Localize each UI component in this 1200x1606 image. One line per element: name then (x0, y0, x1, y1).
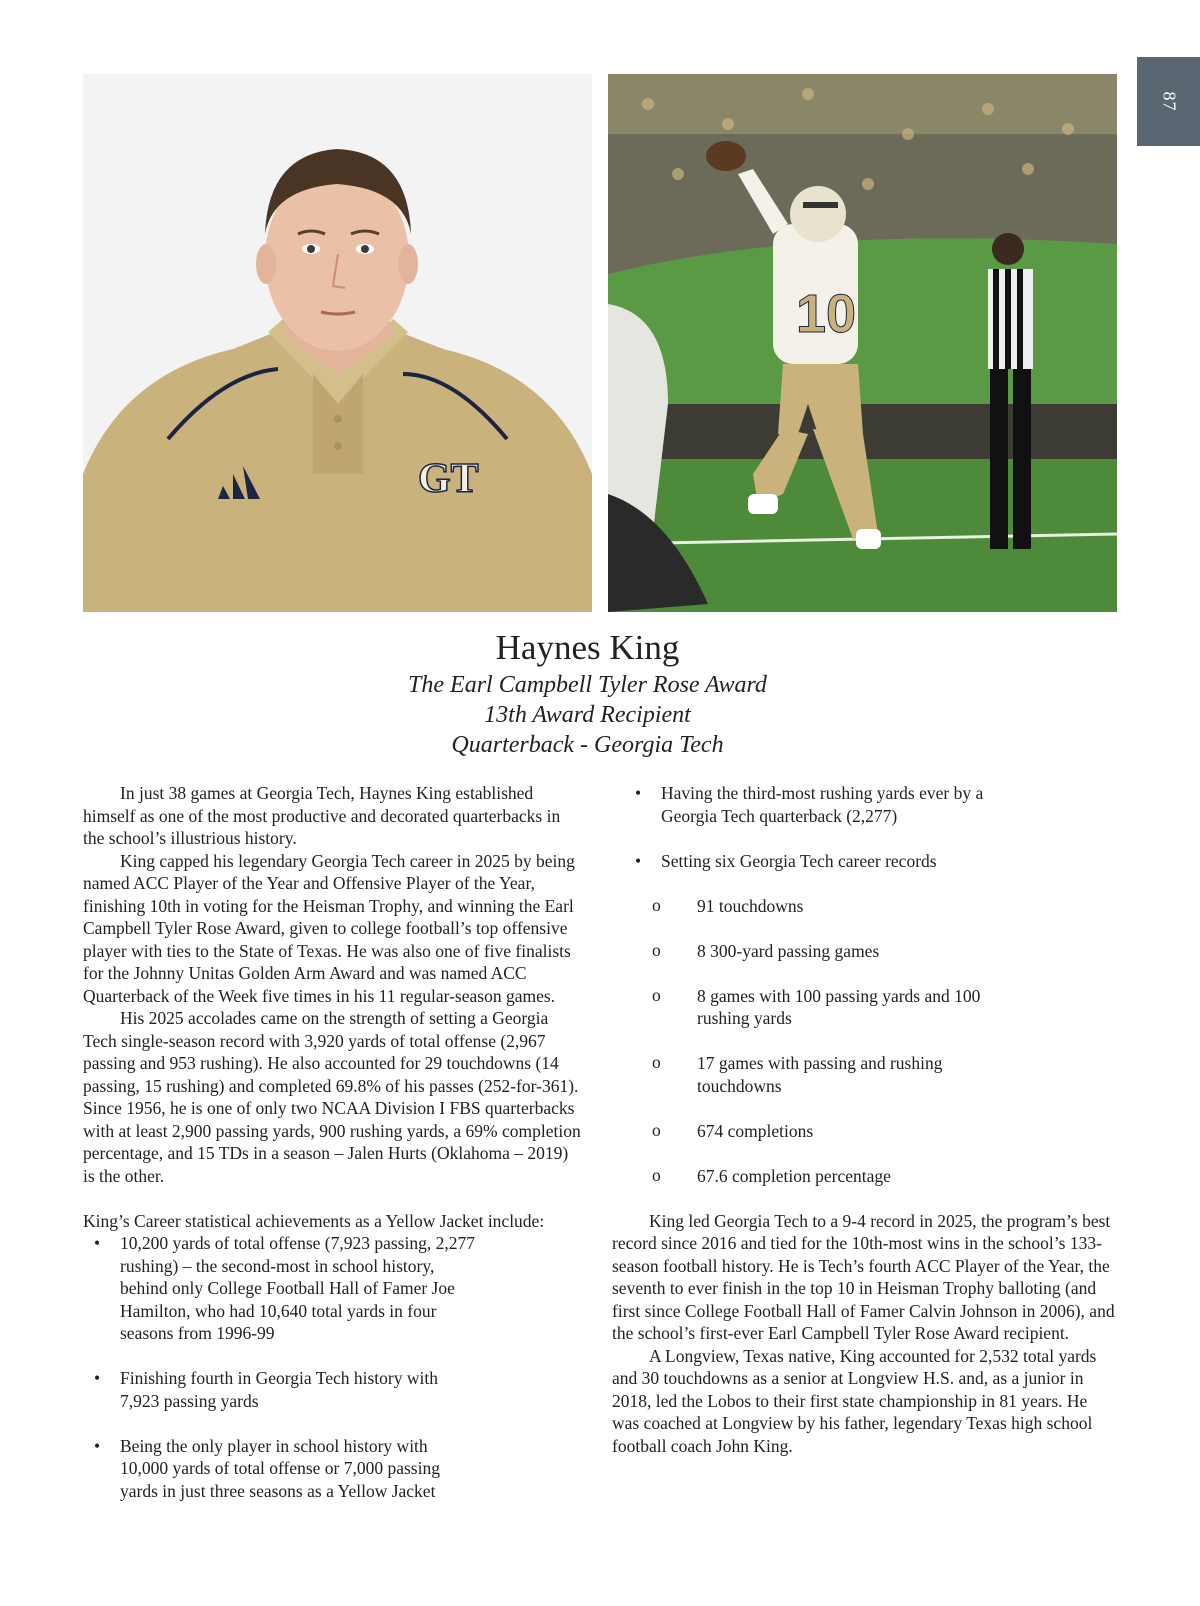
svg-text:GT: GT (418, 456, 479, 502)
page-number-tab (1137, 57, 1200, 146)
recipient-number: 13th Award Recipient (484, 702, 691, 728)
sub-bullet-icon: o (652, 939, 661, 960)
record-item: o 8 games with 100 passing yards and 100 rushing yards (652, 984, 981, 1028)
sub-bullet-icon: o (652, 894, 661, 915)
sub-bullet-icon: o (652, 1119, 661, 1140)
player-position: Quarterback - Georgia Tech (451, 732, 724, 758)
portrait-photo (83, 74, 592, 612)
page-number: 87 (1159, 91, 1179, 112)
action-image (608, 74, 1117, 612)
sub-bullet-icon: o (652, 1164, 661, 1185)
career-paragraph: King capped his legendary Georgia Tech career in 2025 by being named ACC Player of the Year and Offensive Player of the Year, finishing 10th in voting for the Heisman Trophy, and winning the Earl Campbell Tyler Rose Award, given to college football’s top offensive player with ties to the State of Texas. He was also one of five finalists for the Johnny Unitas Golden Arm Award and was named ACC Quarterback of the Week five times in his 11 regular-season games. (83, 850, 575, 1006)
record-item: o 674 completions (652, 1119, 814, 1141)
bullet-icon: • (94, 1435, 101, 1456)
background-paragraph: A Longview, Texas native, King accounted for 2,532 total yards and 30 touchdowns as a senior at Longview H.S. and, as a junior in 2018, led the Lobos to their first state championship in 81 years. He was coached at Longview by his father, legendary Texas high school football coach John King. (612, 1345, 1097, 1456)
action-photo (608, 74, 1117, 612)
bullet-icon: • (635, 783, 642, 803)
player-name: Haynes King (495, 628, 680, 667)
sub-bullet-icon: o (652, 984, 661, 1005)
achievement-item: • Finishing fourth in Georgia Tech history with 7,923 passing yards (94, 1368, 438, 1411)
right-column (612, 782, 1117, 1457)
achievement-item: • Having the third-most rushing yards ever by a Georgia Tech quarterback (2,277) (635, 783, 984, 826)
record-item: o 91 touchdowns (652, 894, 804, 916)
award-header (0, 626, 1175, 760)
achievement-item: • Setting six Georgia Tech career records (635, 850, 937, 871)
achievement-item: • Being the only player in school history with 10,000 yards of total offense or 7,000 passing yards in just three seasons as a Yellow Jacket (94, 1435, 440, 1501)
left-column (83, 782, 583, 1502)
achievements-lead: King’s Career statistical achievements as a Yellow Jacket include: (83, 1210, 545, 1231)
bullet-icon: • (635, 850, 642, 871)
season-paragraph: His 2025 accolades came on the strength of setting a Georgia Tech single-season record with 3,920 yards of total offense (2,967 passing and 953 rushing). He also accounted for 29 touchdowns (14 passing, 15 rushing) and completed 69.8% of his passes (252-for-361). Since 1956, he is one of only two NCAA Division I FBS quarterbacks with at least 2,900 passing yards, 900 rushing yards, a 69% completion percentage, and 15 TDs in a season – Jalen Hurts (Oklahoma – 2019) is the other. (83, 1008, 581, 1186)
achievement-item: • 10,200 yards of total offense (7,923 passing, 2,277 rushing) – the second-most in school history, behind only College Football Hall of Famer Joe Hamilton, who had 10,640 total yards in four seasons from 1996-99 (94, 1233, 475, 1343)
portrait-image (83, 74, 592, 612)
bullet-icon: • (94, 1233, 101, 1253)
svg-text:10: 10 (796, 284, 857, 344)
award-title: The Earl Campbell Tyler Rose Award (408, 672, 767, 698)
record-item: o 67.6 completion percentage (652, 1164, 891, 1186)
intro-paragraph: In just 38 games at Georgia Tech, Haynes King established himself as one of the most productive and decorated quarterbacks in the school’s illustrious history. (83, 783, 561, 848)
record-paragraph: King led Georgia Tech to a 9-4 record in 2025, the program’s best record since 2016 and tied for the 10th-most wins in the school’s 133-season football history. He is Tech’s fourth ACC Player of the Year, the seventh to ever finish in the top 10 in Heisman Trophy balloting (and first since College Football Hall of Famer Calvin Johnson in 2006), and the school’s first-ever Earl Campbell Tyler Rose Award recipient. (612, 1210, 1115, 1343)
record-item: o 17 games with passing and rushing touchdowns (652, 1052, 943, 1096)
bullet-icon: • (94, 1368, 101, 1388)
sub-bullet-icon: o (652, 1052, 661, 1072)
record-item: o 8 300-yard passing games (652, 939, 880, 961)
